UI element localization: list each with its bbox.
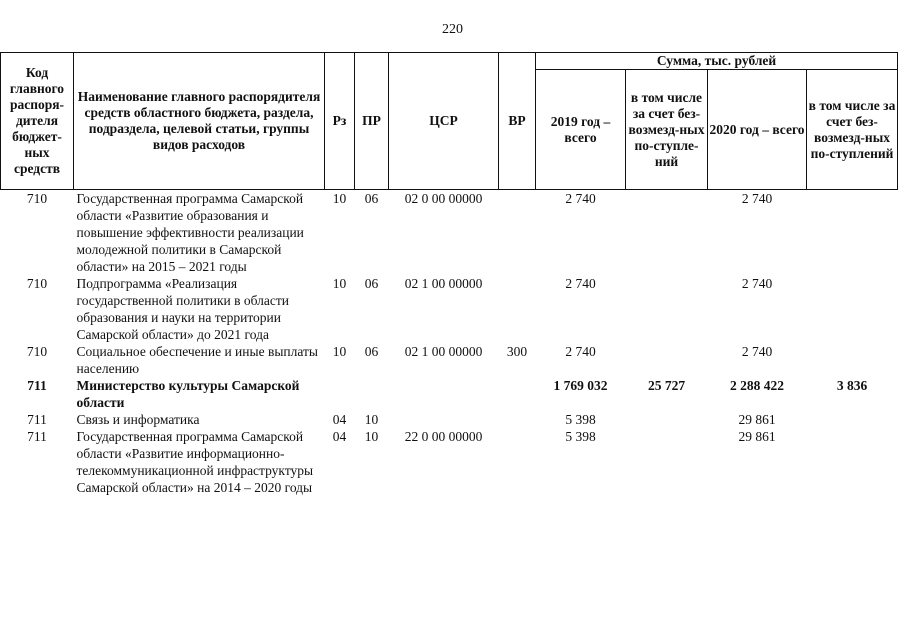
header-name: Наименование главного распорядителя средств областного бюджета, раздела, подраздела, целевой статьи, группы видов расходов bbox=[74, 53, 325, 190]
header-pr: ПР bbox=[355, 53, 389, 190]
header-vr: ВР bbox=[499, 53, 536, 190]
table-row bbox=[1, 377, 898, 411]
table-row bbox=[1, 428, 898, 496]
cell-vr bbox=[499, 275, 536, 343]
cell-vr: 300 bbox=[506, 344, 528, 359]
cell-rz: 10 bbox=[332, 276, 347, 291]
cell-2019-gratuitous bbox=[626, 343, 708, 377]
cell-2019-total: 2 740 bbox=[565, 276, 596, 291]
cell-rz: 10 bbox=[332, 344, 347, 359]
cell-2019-gratuitous bbox=[626, 190, 708, 276]
cell-csr bbox=[389, 411, 499, 428]
table-header bbox=[1, 53, 898, 190]
cell-2020-gratuitous: 3 836 bbox=[836, 378, 868, 393]
header-sum-group: Сумма, тыс. рублей bbox=[536, 53, 898, 70]
cell-csr: 02 0 00 00000 bbox=[404, 191, 483, 206]
page-number: 220 bbox=[442, 22, 463, 37]
cell-csr: 22 0 00 00000 bbox=[404, 429, 483, 444]
cell-name: Министерство культуры Самарской области bbox=[76, 378, 300, 410]
cell-code: 711 bbox=[27, 378, 47, 393]
cell-2019-total: 2 740 bbox=[565, 191, 596, 206]
header-2020-gratuitous: в том числе за счет без-возмезд-ных по-ступлений bbox=[807, 70, 898, 190]
cell-rz bbox=[325, 377, 355, 411]
cell-2019-total: 1 769 032 bbox=[553, 378, 608, 393]
table-row bbox=[1, 275, 898, 343]
cell-2019-total: 5 398 bbox=[565, 429, 596, 444]
cell-vr bbox=[499, 428, 536, 496]
cell-pr: 10 bbox=[364, 429, 379, 444]
cell-name: Социальное обеспечение и иные выплаты населению bbox=[76, 344, 318, 376]
cell-2019-total: 2 740 bbox=[565, 344, 596, 359]
cell-2020-total: 29 861 bbox=[738, 412, 776, 427]
cell-rz: 04 bbox=[332, 412, 347, 427]
cell-2020-gratuitous bbox=[807, 190, 898, 276]
header-csr: ЦСР bbox=[389, 53, 499, 190]
cell-pr bbox=[355, 377, 389, 411]
table-body bbox=[1, 190, 898, 497]
cell-pr: 06 bbox=[364, 191, 379, 206]
table-row bbox=[1, 343, 898, 377]
cell-2019-gratuitous bbox=[626, 411, 708, 428]
cell-vr bbox=[499, 190, 536, 276]
cell-2019-gratuitous: 25 727 bbox=[647, 378, 686, 393]
cell-csr: 02 1 00 00000 bbox=[404, 276, 483, 291]
header-2020-total: 2020 год – всего bbox=[708, 70, 807, 190]
cell-csr bbox=[389, 377, 499, 411]
cell-name: Подпрограмма «Реализация государственной политики в области образования и науки на территории Самарской области» до 2021 года bbox=[76, 276, 290, 342]
header-2019-total: 2019 год – всего bbox=[536, 70, 626, 190]
cell-2020-gratuitous bbox=[807, 428, 898, 496]
cell-name: Государственная программа Самарской области «Развитие информационно-телекоммуникационной инфраструктуры Самарской области» на 2014 – 2020 годы bbox=[76, 429, 314, 495]
cell-rz: 10 bbox=[332, 191, 347, 206]
cell-2020-total: 29 861 bbox=[738, 429, 776, 444]
cell-2020-total: 2 740 bbox=[741, 276, 773, 291]
table-row bbox=[1, 190, 898, 276]
budget-table bbox=[0, 52, 898, 496]
cell-rz: 04 bbox=[332, 429, 347, 444]
cell-vr bbox=[499, 377, 536, 411]
cell-2020-total: 2 288 422 bbox=[730, 378, 784, 393]
cell-2020-total: 2 740 bbox=[741, 191, 773, 206]
cell-code: 711 bbox=[27, 412, 47, 427]
cell-name: Государственная программа Самарской области «Развитие образования и повышение эффективности реализации молодежной политики в Самарской области» на 2015 – 2021 годы bbox=[76, 191, 304, 274]
cell-code: 710 bbox=[26, 191, 48, 206]
cell-2019-gratuitous bbox=[626, 275, 708, 343]
cell-2019-total: 5 398 bbox=[565, 412, 596, 427]
cell-vr bbox=[499, 411, 536, 428]
cell-csr: 02 1 00 00000 bbox=[404, 344, 483, 359]
cell-pr: 10 bbox=[364, 412, 379, 427]
header-rz: Рз bbox=[325, 53, 355, 190]
table-row bbox=[1, 411, 898, 428]
header-2019-gratuitous: в том числе за счет без-возмезд-ных по-ступле-ний bbox=[626, 70, 708, 190]
cell-pr: 06 bbox=[364, 276, 379, 291]
cell-2020-gratuitous bbox=[807, 411, 898, 428]
cell-pr: 06 bbox=[364, 344, 379, 359]
cell-2020-gratuitous bbox=[807, 343, 898, 377]
cell-name: Связь и информатика bbox=[76, 412, 200, 427]
cell-2020-total: 2 740 bbox=[741, 344, 773, 359]
cell-code: 711 bbox=[27, 429, 47, 444]
cell-code: 710 bbox=[26, 276, 48, 291]
cell-2019-gratuitous bbox=[626, 428, 708, 496]
header-code: Код главного распоря-дителя бюджет-ных средств bbox=[1, 53, 74, 190]
cell-code: 710 bbox=[26, 344, 48, 359]
cell-2020-gratuitous bbox=[807, 275, 898, 343]
